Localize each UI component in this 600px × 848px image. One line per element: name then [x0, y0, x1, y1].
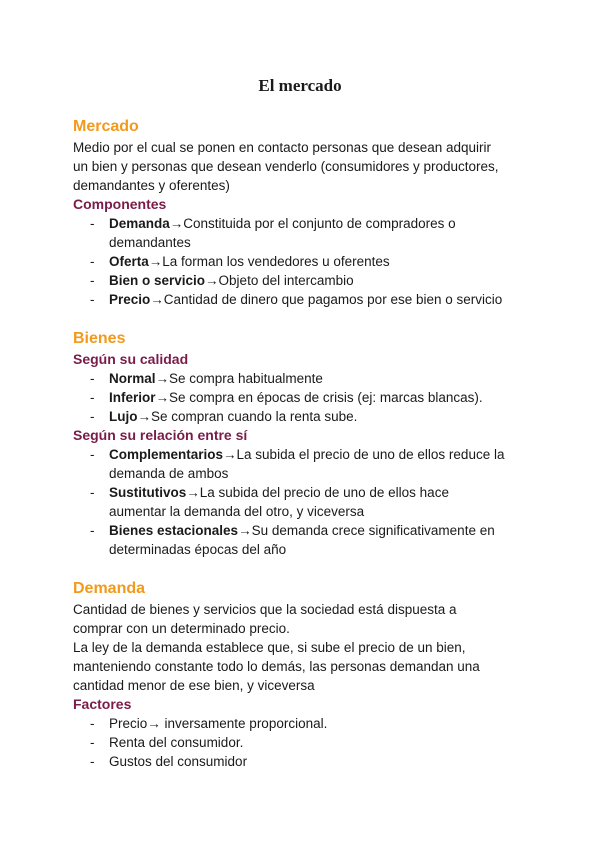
- list-desc: Precio→ inversamente proporcional.: [109, 716, 328, 731]
- text-line: Medio por el cual se ponen en contacto personas que desean adquirir: [73, 140, 492, 155]
- text-line: cantidad menor de ese bien, y viceversa: [73, 678, 315, 693]
- list-desc: demanda de ambos: [109, 466, 229, 481]
- page-title: El mercado: [258, 76, 342, 95]
- list-desc: demandantes: [109, 235, 191, 250]
- document-content: [73, 116, 533, 771]
- list-item: [73, 733, 533, 752]
- section-heading-bienes: Bienes: [73, 330, 126, 347]
- list-item: [73, 252, 533, 271]
- dash-bullet: -: [90, 216, 95, 231]
- dash-bullet: -: [90, 371, 95, 386]
- list-term: Bienes estacionales: [109, 523, 239, 538]
- list-item: [73, 407, 533, 426]
- list-desc: →Se compra en épocas de crisis (ej: marcas blancas).: [155, 390, 483, 405]
- text-line: demandantes y oferentes): [73, 178, 230, 193]
- dash-bullet: -: [90, 485, 95, 500]
- list-term: Inferior: [109, 390, 156, 405]
- list-item: [73, 521, 533, 559]
- text-line: Cantidad de bienes y servicios que la sociedad está dispuesta a: [73, 602, 457, 617]
- dash-bullet: -: [90, 735, 95, 750]
- section-heading-mercado: Mercado: [73, 118, 139, 135]
- list-item: [73, 388, 533, 407]
- list-desc: →Su demanda crece significativamente en: [238, 523, 495, 538]
- list-desc: determinadas épocas del año: [109, 542, 287, 557]
- list-desc: →Se compran cuando la renta sube.: [137, 409, 358, 424]
- list-item: [73, 214, 533, 252]
- list-item: [73, 714, 533, 733]
- list-desc: →La subida el precio de uno de ellos reduce la: [223, 447, 505, 462]
- text-line: comprar con un determinado precio.: [73, 621, 290, 636]
- list-item: [73, 290, 533, 309]
- text-line: La ley de la demanda establece que, si sube el precio de un bien,: [73, 640, 466, 655]
- dash-bullet: -: [90, 754, 95, 769]
- spacer: [73, 559, 533, 578]
- list-term: Demanda: [109, 216, 170, 231]
- list-item: [73, 271, 533, 290]
- dash-bullet: -: [90, 390, 95, 405]
- list-term: Normal: [109, 371, 156, 386]
- mercado-definition: [73, 138, 533, 195]
- list-desc: →Constituida por el conjunto de compradores o: [169, 216, 456, 231]
- dash-bullet: -: [90, 254, 95, 269]
- list-term: Sustitutivos: [109, 485, 187, 500]
- list-desc: →La forman los vendedores u oferentes: [148, 254, 390, 269]
- list-desc: aumentar la demanda del otro, y viceversa: [109, 504, 365, 519]
- list-item: [73, 369, 533, 388]
- factors-list: [73, 714, 533, 771]
- subheading-factores: Factores: [73, 696, 132, 712]
- subheading-calidad: Según su calidad: [73, 351, 189, 367]
- list-item: [73, 483, 533, 521]
- list-desc: →Objeto del intercambio: [205, 273, 354, 288]
- demanda-definition: [73, 600, 533, 695]
- text-line: un bien y personas que desean venderlo (consumidores y productores,: [73, 159, 499, 174]
- list-item: [73, 752, 533, 771]
- text-line: manteniendo constante todo lo demás, las personas demandan una: [73, 659, 480, 674]
- list-item: [73, 445, 533, 483]
- dash-bullet: -: [90, 523, 95, 538]
- components-list: [73, 214, 533, 309]
- list-term: Complementarios: [109, 447, 224, 462]
- list-term: Precio: [109, 292, 151, 307]
- quality-list: [73, 369, 533, 426]
- subheading-componentes: Componentes: [73, 196, 167, 212]
- list-desc: Renta del consumidor.: [109, 735, 244, 750]
- relation-list: [73, 445, 533, 559]
- section-heading-demanda: Demanda: [73, 580, 146, 597]
- list-desc: →La subida del precio de uno de ellos hace: [186, 485, 449, 500]
- dash-bullet: -: [90, 447, 95, 462]
- spacer: [73, 309, 533, 328]
- list-desc: Gustos del consumidor: [109, 754, 248, 769]
- dash-bullet: -: [90, 273, 95, 288]
- dash-bullet: -: [90, 409, 95, 424]
- list-term: Oferta: [109, 254, 149, 269]
- list-term: Bien o servicio: [109, 273, 206, 288]
- dash-bullet: -: [90, 292, 95, 307]
- list-desc: →Se compra habitualmente: [155, 371, 323, 386]
- list-desc: →Cantidad de dinero que pagamos por ese bien o servicio: [150, 292, 503, 307]
- list-term: Lujo: [109, 409, 138, 424]
- subheading-relacion: Según su relación entre sí: [73, 427, 248, 443]
- dash-bullet: -: [90, 716, 95, 731]
